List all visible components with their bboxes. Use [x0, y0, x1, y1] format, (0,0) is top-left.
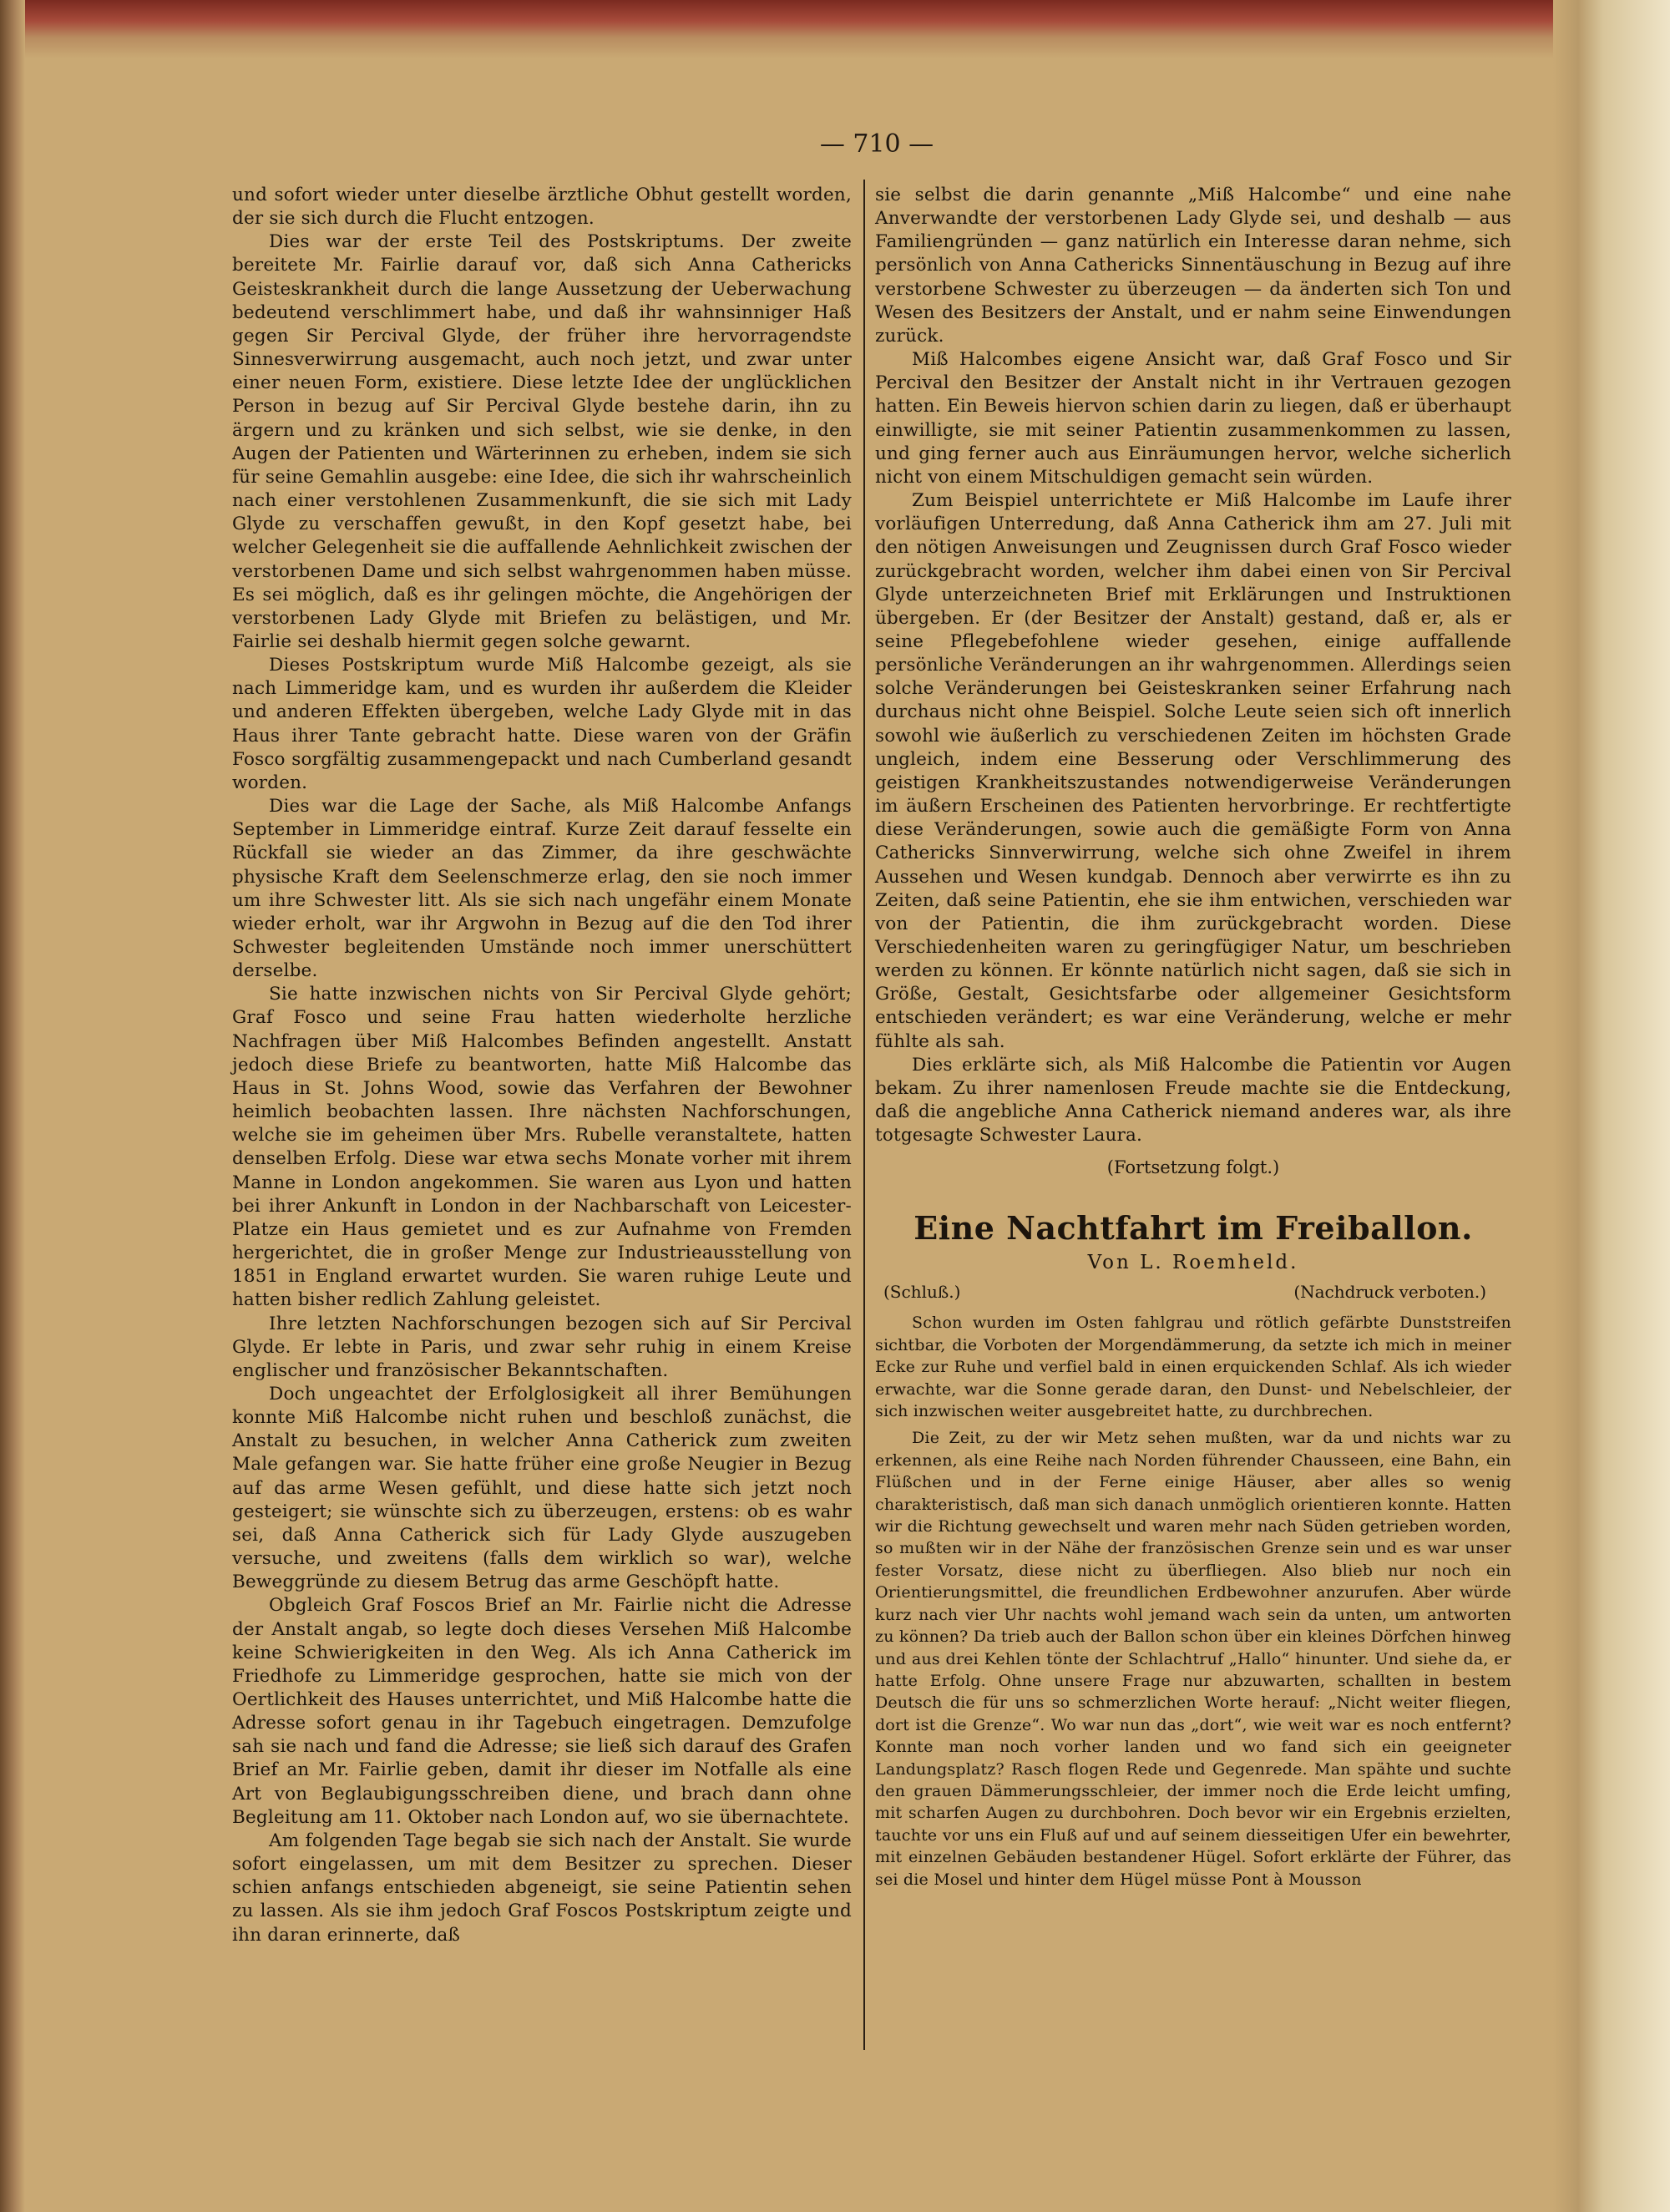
paragraph: Dies war die Lage der Sache, als Miß Halcombe Anfangs September in Limmeridge eintraf. Kurze Zeit darauf fesselte ein Rückfall sie wieder an das Zimmer, da ihre geschwächte physische Kraft dem Seelenschmerze erlag, den sie noch immer um ihre Schwester litt. Als sie sich nach ungefähr einem Monate wieder erholt, war ihr Argwohn in Bezug auf die den Tod ihrer Schwester begleitenden Umstände noch immer unerschüttert derselbe. [232, 796, 852, 982]
paragraph: Miß Halcombes eigene Ansicht war, daß Graf Fosco und Sir Percival den Besitzer der Anstalt nicht in ihr Vertrauen gezogen hatten. Ein Beweis hiervon schien darin zu liegen, daß er überhaupt einwilligte, sie mit seiner Patientin zusammenkommen zu lassen, und ging ferner auch aus Einräumungen hervor, welche sicherlich nicht von einem Mitschuldigen gemacht sein würden. [875, 349, 1511, 488]
continuation-note: (Fortsetzung folgt.) [1106, 1157, 1280, 1178]
article-paragraph: Die Zeit, zu der wir Metz sehen mußten, war da und nichts war zu erkennen, als eine Reihe nach Norden führender Chausseen, eine Bahn, ein Flüßchen und in der Ferne einige Häuser, aber alles so wenig charakteristisch, daß man sich danach unmöglich orientieren konnte. Hatten wir die Richtung gewechselt und waren mehr nach Süden getrieben worden, so mußten wir in der Nähe der französischen Grenze sein und es war unser fester Vorsatz, diese nicht zu überfliegen. Also blieb nur noch ein Orientierungsmittel, die freundlichen Erdbewohner anzurufen. Aber würde kurz nach vier Uhr nachts wohl jemand wach sein da unten, um antworten zu können? Da trieb auch der Ballon schon über ein kleines Dörfchen hinweg und aus drei Kehlen tönte der Schlachtruf „Hallo“ hinunter. Und siehe da, er hatte Erfolg. Ohne unsere Frage nur abzuwarten, schallten in bestem Deutsch die für uns so schmerzlichen Worte herauf: „Nicht weiter fliegen, dort ist die Grenze“. Wo war nun das „dort“, wie weit war es noch entfernt? Konnte man noch vorher landen und wo fand sich ein geeigneter Landungsplatz? Rasch flogen Rede und Gegenrede. Man spähte und suchte den grauen Dämmerungsschleier, der immer noch die Erde leicht umfing, mit scharfen Augen zu durchbohren. Doch bevor wir ein Ergebnis erzielten, tauchte vor uns ein Fluß auf und auf seinem diesseitigen Ufer ein bewehrter, mit einzelnen Gebäuden bestandener Hügel. Sofort erklärte der Führer, das sei die Mosel und hinter dem Hügel müsse Pont à Mousson [875, 1429, 1511, 1889]
page-right-edge [1553, 0, 1670, 2212]
left-column [232, 184, 852, 1947]
article-paragraph: Schon wurden im Osten fahlgrau und rötlich gefärbte Dunststreifen sichtbar, die Vorboten der Morgendämmerung, da setzte ich mich in meiner Ecke zur Ruhe und verfiel bald in einen erquickenden Schlaf. Als ich wieder erwachte, war die Sonne gerade daran, den Dunst- und Nebelschleier, der sich inzwischen weiter ausgebreitet hatte, zu durchbrechen. [875, 1314, 1511, 1421]
right-column [875, 184, 1511, 1891]
paragraph: und sofort wieder unter dieselbe ärztliche Obhut gestellt worden, der sie sich durch die Flucht entzogen. [232, 185, 852, 230]
paragraph: Sie hatte inzwischen nichts von Sir Percival Glyde gehört; Graf Fosco und seine Frau hatten wiederholte herzliche Nachfragen über Miß Halcombes Befinden angestellt. Anstatt jedoch diese Briefe zu beantworten, hatte Miß Halcombe das Haus in St. Johns Wood, sowie das Verfahren der Bewohner heimlich beobachten lassen. Ihre nächsten Nachforschungen, welche sie im geheimen über Mrs. Rubelle veranstaltete, hatten denselben Erfolg. Diese war etwa sechs Monate vorher mit ihrem Manne in London angekommen. Sie waren aus Lyon und hatten bei ihrer Ankunft in London in der Nachbarschaft von Leicester-Platze ein Haus gemietet und es zur Aufnahme von Fremden hergerichtet, die in großer Menge zur Industrieausstellung von 1851 in England erwartet wurden. Sie waren ruhige Leute und hatten bisher redlich Zahlung geleistet. [232, 984, 852, 1311]
paragraph: Dies erklärte sich, als Miß Halcombe die Patientin vor Augen bekam. Zu ihrer namenlosen Freude machte sie die Entdeckung, daß die angebliche Anna Catherick niemand anderes war, als ihre totgesagte Schwester Laura. [875, 1054, 1511, 1146]
article-meta [883, 1282, 1486, 1302]
rights-note: (Nachdruck verboten.) [1293, 1282, 1486, 1303]
paragraph: sie selbst die darin genannte „Miß Halcombe“ und eine nahe Anverwandte der verstorbenen Lady Glyde sei, und deshalb — aus Familiengründen — ganz natürlich ein Interesse daran nehme, sich persönlich von Anna Cathericks Sinnentäuschung in Bezug auf ihre verstorbene Schwester zu überzeugen — da änderten sich Ton und Wesen des Besitzers der Anstalt, und er nahm seine Einwendungen zurück. [875, 185, 1511, 347]
paragraph: Am folgenden Tage begab sie sich nach der Anstalt. Sie wurde sofort eingelassen, um mit dem Besitzer zu sprechen. Dieser schien anfangs entschieden abgeneigt, sie seine Patientin sehen zu lassen. Als sie ihm jedoch Graf Foscos Postskriptum zeigte und ihn daran erinnerte, daß [232, 1830, 852, 1946]
paragraph: Obgleich Graf Foscos Brief an Mr. Fairlie nicht die Adresse der Anstalt angab, so legte doch dieses Versehen Miß Halcombe keine Schwierigkeiten in den Weg. Als ich Anna Catherick im Friedhofe zu Limmeridge gesprochen, hatte sie mich von der Oertlichkeit des Hauses unterrichtet, und Miß Halcombe hatte die Adresse sofort genau in ihr Tagebuch eingetragen. Demzufolge sah sie nach und fand die Adresse; sie ließ sich darauf des Grafen Brief an Mr. Fairlie geben, damit ihr dieser im Notfalle als eine Art von Beglaubigungsschreiben diene, und brach dann ohne Begleitung am 11. Oktober nach London auf, wo sie übernachtete. [232, 1595, 852, 1828]
book-binding [0, 0, 25, 2212]
paragraph: Dieses Postskriptum wurde Miß Halcombe gezeigt, als sie nach Limmeridge kam, und es wurden ihr außerdem die Kleider und anderen Effekten übergeben, welche Lady Glyde mit in das Haus ihrer Tante gebracht hatte. Diese waren von der Gräfin Fosco sorgfältig zusammengepackt und nach Cumberland gesandt worden. [232, 655, 852, 793]
book-top-edge [0, 0, 1670, 58]
part-note: (Schluß.) [883, 1282, 961, 1303]
paragraph: Dies war der erste Teil des Postskriptums. Der zweite bereitete Mr. Fairlie darauf vor, daß sich Anna Cathericks Geisteskrankheit durch die lange Aussetzung der Ueberwachung bedeutend verschlimmert habe, und daß ihr wahnsinniger Haß gegen Sir Percival Glyde, der früher ihre hervorragendste Sinnesverwirrung ausgemacht, auch noch jetzt, und zwar unter einer neuen Form, existiere. Diese letzte Idee der unglücklichen Person in bezug auf Sir Percival Glyde bestehe darin, ihn zu ärgern und zu kränken und sich selbst, wie sie denke, in den Augen der Patienten und Wärterinnen zu erheben, indem sie sich für seine Gemahlin ausgebe: eine Idee, die sich ihr wahrscheinlich nach einer verstohlenen Zusammenkunft, die sie sich mit Lady Glyde zu verschaffen gewußt, in den Kopf gesetzt habe, bei welcher Gelegenheit sie die auffallende Aehnlichkeit zwischen der verstorbenen Dame und sich selbst wahrgenommen haben müsse. Es sei möglich, daß es ihr gelingen möchte, die Angehörigen der verstorbenen Lady Glyde mit Briefen zu belästigen, und Mr. Fairlie sei deshalb hiermit gegen solche gewarnt. [232, 231, 852, 652]
column-divider [863, 180, 865, 2050]
paragraph: Ihre letzten Nachforschungen bezogen sich auf Sir Percival Glyde. Er lebte in Paris, und zwar sehr ruhig in einem Kreise englischer und französischer Bekanntschaften. [232, 1313, 852, 1381]
article-author: Von L. Roemheld. [1087, 1252, 1299, 1274]
paragraph: Zum Beispiel unterrichtete er Miß Halcombe im Laufe ihrer vorläufigen Unterredung, daß Anna Catherick ihm am 27. Juli mit den nötigen Anweisungen und Zeugnissen durch Graf Fosco wieder zurückgebracht worden, welcher ihm dabei einen von Sir Percival Glyde unterzeichneten Brief mit Erklärungen und Instruktionen übergeben. Er (der Besitzer der Anstalt) gestand, daß er, als er seine Pflegebefohlene wieder gesehen, einige auffallende persönliche Veränderungen an ihr wahrgenommen. Allerdings seien solche Veränderungen bei Geisteskranken seiner Erfahrung nach durchaus nicht ohne Beispiel. Solche Leute seien sich oft innerlich sowohl wie äußerlich zu verschiedenen Zeiten im höchsten Grade ungleich, indem eine Besserung oder Verschlimmerung des geistigen Krankheitszustandes notwendigerweise Veränderungen im äußern Erscheinen des Patienten hervorbringe. Er rechtfertigte diese Veränderungen, sowie auch die gemäßigte Form von Anna Cathericks Sinnverwirrung, welche sich ohne Zweifel in ihrem Aussehen und Wesen kundgab. Dennoch aber verwirrte es ihn zu Zeiten, daß seine Patientin, ehe sie ihm entwichen, verschieden war von der Patientin, die ihm zurückgebracht worden. Diese Verschiedenheiten waren zu geringfügiger Natur, um beschrieben werden zu können. Er könnte natürlich nicht sagen, daß sie sich in Größe, Gestalt, Gesichtsfarbe oder allgemeiner Gesichtsform entschieden verändert; es war eine Veränderung, welche er mehr fühlte als sah. [875, 490, 1511, 1052]
article-title: Eine Nachtfahrt im Freiballon. [913, 1209, 1473, 1248]
paragraph: Doch ungeachtet der Erfolglosigkeit all ihrer Bemühungen konnte Miß Halcombe nicht ruhen und beschloß zunächst, die Anstalt zu besuchen, in welcher Anna Catherick zum zweiten Male gefangen war. Sie hatte früher eine große Neugier in Bezug auf das arme Wesen gefühlt, und diese hatte sich jetzt noch gesteigert; sie wünschte sich zu überzeugen, erstens: ob es wahr sei, daß Anna Catherick sich für Lady Glyde auszugeben versuche, und zweitens (falls dem wirklich so war), welche Beweggründe zu diesem Betrug das arme Geschöpft hatte. [232, 1383, 852, 1593]
page-number: — 710 — [819, 129, 934, 159]
